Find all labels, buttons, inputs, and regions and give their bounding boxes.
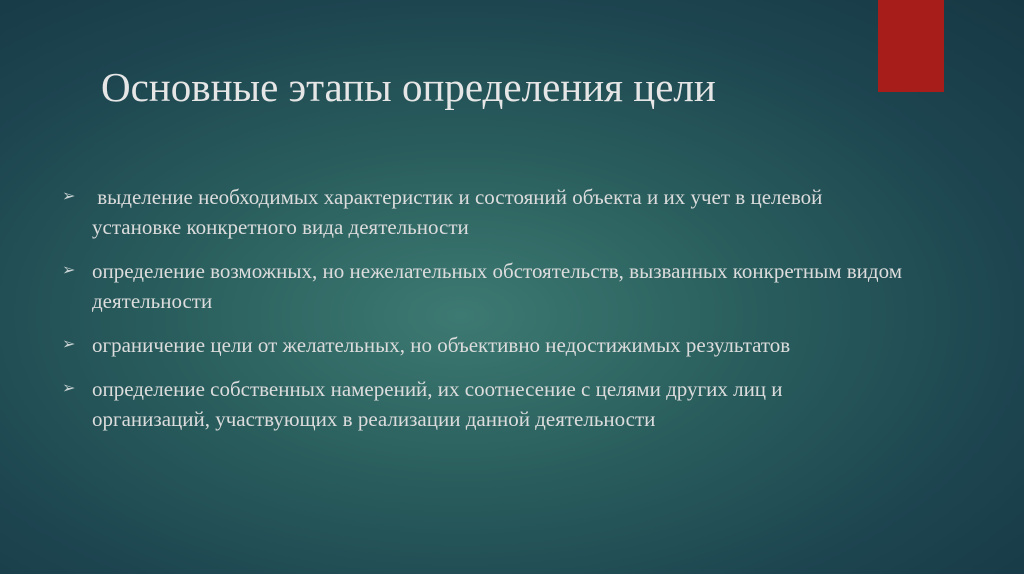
bullet-text: ограничение цели от желательных, но объективно недостижимых результатов [92, 333, 791, 357]
bullet-text: определение собственных намерений, их соотнесение с целями других лиц и организаций, участвующих в реализации данной деятельности [92, 377, 783, 431]
list-item [62, 182, 902, 242]
list-item [62, 256, 902, 316]
arrow-bullet-icon: ➢ [62, 380, 76, 397]
arrow-bullet-icon: ➢ [62, 336, 76, 353]
list-item [62, 374, 902, 434]
bullet-list [62, 182, 902, 448]
bullet-text: определение возможных, но нежелательных обстоятельств, вызванных конкретным видом деятельности [92, 259, 902, 313]
list-item [62, 330, 902, 360]
bullet-text: выделение необходимых характеристик и состояний объекта и их учет в целевой установке конкретного вида деятельности [92, 185, 828, 239]
arrow-bullet-icon: ➢ [62, 262, 76, 279]
slide-title: Основные этапы определения цели [101, 64, 716, 110]
accent-bar [878, 0, 944, 92]
arrow-bullet-icon: ➢ [62, 188, 76, 205]
